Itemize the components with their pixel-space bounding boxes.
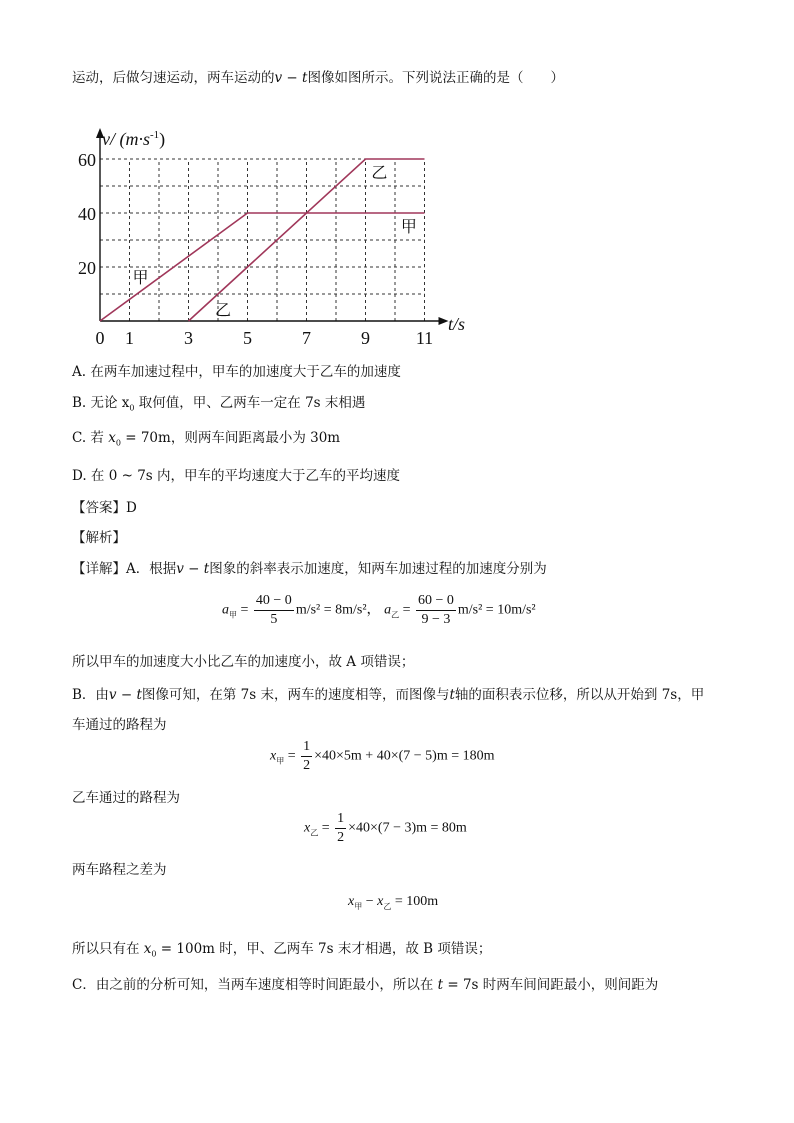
series-label-yi: 乙 <box>215 300 232 320</box>
vt-chart <box>70 120 470 355</box>
option-c: C. 若 $x_0 = 70m$，则两车间距离最小为 30m <box>72 430 341 448</box>
x-tick-label: 1 <box>125 328 134 348</box>
stem-vt: v − t <box>274 70 308 86</box>
series-label-jia: 甲 <box>132 268 149 288</box>
conclusion-a: 所以甲车的加速度大小比乙车的加速度小，故 A 项错误； <box>72 654 415 670</box>
option-d: D. 在 0 ~ 7s 内，甲车的平均速度大于乙车的平均速度 <box>72 468 401 484</box>
x-tick-label: 11 <box>415 328 434 348</box>
detail-c-line1: C．由之前的分析可知，当两车速度相等时间距最小，所以在 t = 7s 时两车间间距最小，则间距为 <box>72 977 659 993</box>
answer-tag: 【答案】 <box>72 500 126 516</box>
y-tick-label: 60 <box>78 150 96 170</box>
x-tick-label: 3 <box>184 328 193 348</box>
question-stem <box>72 66 564 86</box>
chart-ticks <box>78 150 433 348</box>
detail-a: 【详解】A．根据v − t图象的斜率表示加速度，知两车加速过程的加速度分别为 <box>72 561 547 577</box>
equation-x-jia: $x_甲$ = $\frac{1}{2}$ ×40×5m + 40×(7 − 5)m = 180m <box>270 739 495 773</box>
series-label-jia: 甲 <box>400 216 417 236</box>
stem-tail: 图像如图所示。下列说法正确的是（ ） <box>307 70 564 86</box>
y-tick-label: 40 <box>78 204 96 224</box>
answer-value: D <box>126 500 137 516</box>
chart-axes <box>96 128 449 325</box>
detail-b-line1: B．由v − t图像可知，在第 7s 末，两车的速度相等，而图像与t轴的面积表示位移，所以从开始到 7s，甲 <box>72 687 705 703</box>
x-tick-label: 0 <box>95 328 105 348</box>
chart-grid <box>100 159 425 321</box>
option-b: B. 无论 $x_0$ 取何值，甲、乙两车一定在 7s 末相遇 <box>72 395 366 413</box>
detail-b-line4: 两车路程之差为 <box>72 862 167 878</box>
x-axis-label: t/s <box>448 314 466 334</box>
analysis-tag: 【解析】 <box>72 530 126 546</box>
x-tick-label: 5 <box>243 328 252 348</box>
series-label-yi: 乙 <box>371 162 388 182</box>
detail-b-line3: 乙车通过的路程为 <box>72 790 180 806</box>
equation-acceleration: $a_甲$ = $\frac{40 - 0}{5}$ m/s² = 8m/s²， $a_乙$ = $\frac{60 - 0}{9 - 3}$ m/s² = 10m/s² <box>222 593 536 627</box>
option-a: A. 在两车加速过程中，甲车的加速度大于乙车的加速度 <box>72 364 401 380</box>
y-axis-label: v/ $(m\cdot s^{-1})$ <box>102 129 166 149</box>
detail-b-line2: 车通过的路程为 <box>72 717 167 733</box>
stem-text: 运动，后做匀速运动，两车运动的 <box>72 70 275 86</box>
x-tick-label: 9 <box>361 328 370 348</box>
answer-line <box>72 496 137 516</box>
x-tick-label: 7 <box>302 328 311 348</box>
detail-b-line5: 所以只有在 $x_0 = 100m$ 时，甲、乙两车 7s 末才相遇，故 B 项错误； <box>72 941 492 959</box>
x-axis-arrow <box>439 317 449 325</box>
y-tick-label: 20 <box>78 258 96 278</box>
equation-difference: $x_甲 - x_乙 = 100m$ <box>348 894 439 911</box>
equation-x-yi: $x_乙$ = $\frac{1}{2}$ ×40×(7 − 3)m = 80m <box>304 811 467 845</box>
